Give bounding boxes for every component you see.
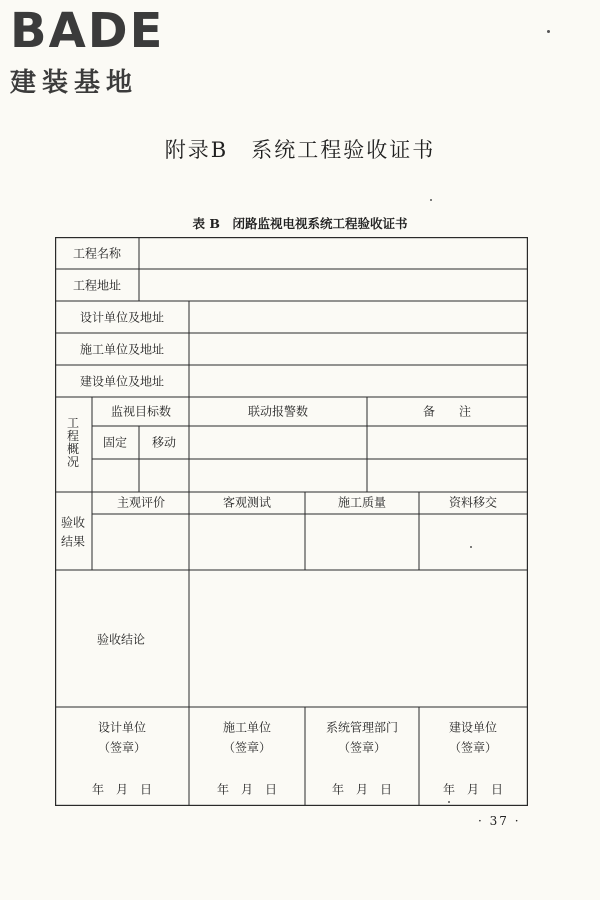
scan-speck [547, 30, 550, 33]
signature-date-management: 年 月 日 [331, 782, 393, 797]
acceptance-conclusion-label: 验收结论 [96, 632, 146, 647]
page-number: · 37 · [478, 814, 521, 828]
acceptance-result-label-line2: 结果 [60, 534, 86, 549]
signature-seal-owner: （签章） [448, 740, 498, 755]
construction-quality-label: 施工质量 [337, 495, 387, 510]
acceptance-certificate-table [55, 237, 528, 806]
linked-alarm-count-label: 联动报警数 [247, 404, 309, 419]
signature-unit-construction: 施工单位 [222, 720, 272, 735]
signature-date-construction: 年 月 日 [216, 782, 278, 797]
logo-brand: BADE [10, 3, 165, 59]
mobile-label: 移动 [151, 435, 177, 450]
signature-seal-design: （签章） [97, 740, 147, 755]
remarks-label: 备 注 [422, 404, 472, 419]
construction-unit-label: 施工单位及地址 [79, 342, 165, 357]
signature-date-owner: 年 月 日 [442, 782, 504, 797]
signature-date-design: 年 月 日 [91, 782, 153, 797]
design-unit-label: 设计单位及地址 [79, 310, 165, 325]
project-overview-label: 工程概况 [66, 416, 79, 469]
project-name-label: 工程名称 [72, 246, 122, 261]
acceptance-result-label-line1: 验收 [60, 515, 86, 530]
fixed-label: 固定 [102, 435, 128, 450]
scan-speck [448, 801, 450, 803]
logo-subtitle: 建装基地 [10, 68, 139, 98]
scan-speck [430, 199, 432, 201]
objective-test-label: 客观测试 [222, 495, 272, 510]
signature-seal-management: （签章） [337, 740, 387, 755]
signature-unit-management: 系统管理部门 [325, 720, 399, 735]
project-address-label: 工程地址 [72, 278, 122, 293]
scan-speck [470, 546, 472, 548]
monitor-target-count-label: 监视目标数 [110, 404, 172, 419]
owner-unit-label: 建设单位及地址 [79, 374, 165, 389]
document-handover-label: 资料移交 [448, 495, 498, 510]
table-caption: 表 B 闭路监视电视系统工程验收证书 [192, 216, 408, 231]
subjective-evaluation-label: 主观评价 [116, 495, 166, 510]
signature-seal-construction: （签章） [222, 740, 272, 755]
appendix-title: 附录B 系统工程验收证书 [164, 138, 436, 162]
signature-unit-owner: 建设单位 [448, 720, 498, 735]
signature-unit-design: 设计单位 [97, 720, 147, 735]
